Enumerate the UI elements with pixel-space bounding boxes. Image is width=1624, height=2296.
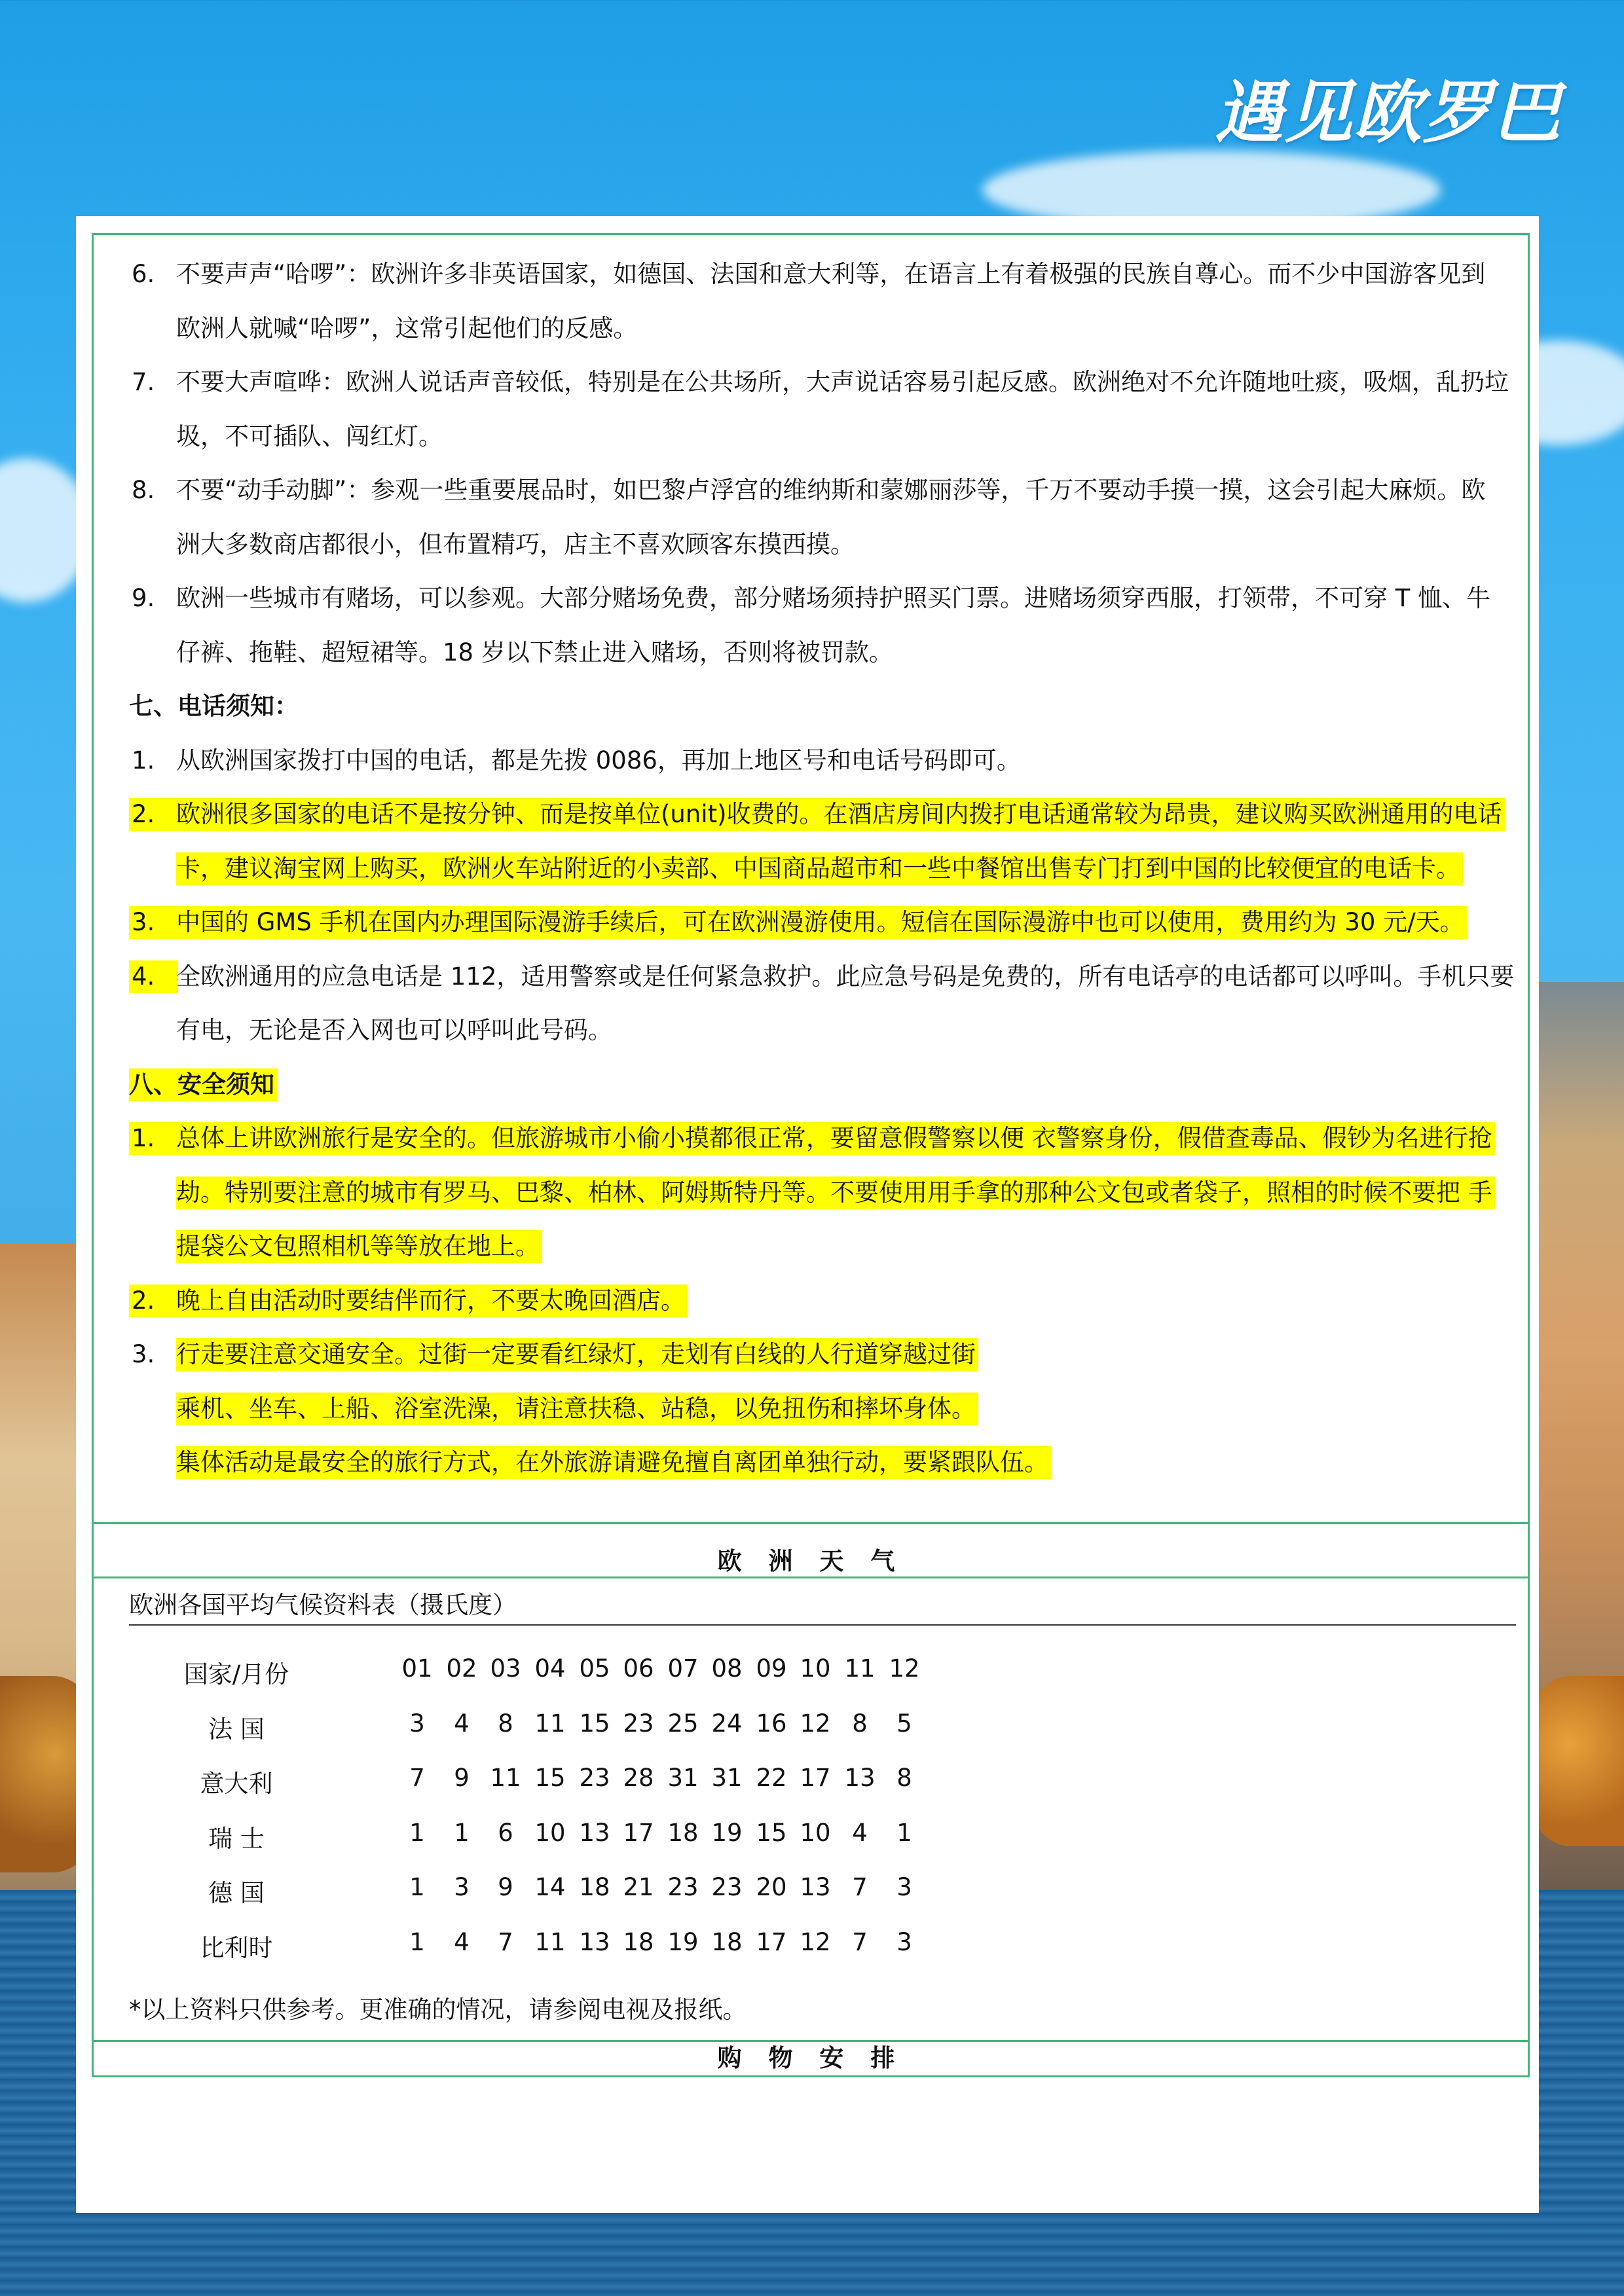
table-cell: 1 [896, 1818, 912, 1847]
text-line [94, 248, 1528, 302]
table-cell: 18 [667, 1818, 699, 1847]
table-row [94, 1753, 1528, 1808]
text-line [94, 572, 1528, 627]
line-text: 欧洲很多国家的电话不是按分钟、而是按单位(unit)收费的。在酒店房间内拨打电话通常较为昂贵，建议购买欧洲通用的电话 [176, 798, 1505, 831]
text-line [94, 1436, 1528, 1491]
table-cell: 10 [800, 1654, 831, 1683]
section-divider [94, 1522, 1528, 1524]
table-cell: 23 [579, 1764, 610, 1792]
text-line [94, 356, 1528, 410]
table-cell: 7 [852, 1873, 868, 1901]
line-text: 仔裤、拖鞋、超短裙等。18 岁以下禁止进入赌场，否则将被罚款。 [176, 638, 893, 666]
line-text: 不要声声“哈啰”：欧洲许多非英语国家，如德国、法国和意大利等，在语言上有着极强的民族自尊心。而不少中国游客见到 [176, 260, 1486, 288]
line-text: 不要大声喧哗：欧洲人说话声音较低，特别是在公共场所，大声说话容易引起反感。欧洲绝对不允许随地吐痰，吸烟，乱扔垃 [176, 368, 1509, 396]
table-cell: 18 [711, 1927, 743, 1956]
table-cell: 10 [534, 1818, 566, 1847]
line-text: 晚上自由活动时要结伴而行，不要太晚回酒店。 [176, 1285, 688, 1317]
table-cell: 8 [852, 1709, 868, 1738]
table-cell: 8 [498, 1709, 513, 1738]
background-tree-right [1532, 1676, 1624, 1846]
table-cell: 1 [409, 1873, 425, 1901]
table-cell: 3 [896, 1927, 912, 1956]
table-cell: 12 [800, 1927, 831, 1956]
climate-note: *以上资料只供参考。更准确的情况，请参阅电视及报纸。 [129, 1995, 747, 2024]
line-text: 行走要注意交通安全。过街一定要看红绿灯，走划有白线的人行道穿越过街 [176, 1338, 978, 1371]
table-header-row [94, 1644, 1528, 1699]
table-cell: 06 [623, 1654, 654, 1683]
row-label: 瑞 士 [208, 1824, 265, 1853]
table-cell: 31 [667, 1764, 699, 1792]
line-text: 洲大多数商店都很小，但布置精巧，店主不喜欢顾客东摸西摸。 [176, 530, 855, 558]
table-cell: 19 [667, 1927, 699, 1956]
text-line [94, 464, 1528, 519]
section-divider [94, 1576, 1528, 1578]
table-cell: 8 [896, 1764, 912, 1792]
table-row [94, 1699, 1528, 1754]
section-heading [94, 680, 1528, 735]
table-cell: 25 [667, 1709, 699, 1738]
table-cell: 16 [756, 1709, 787, 1738]
table-cell: 12 [800, 1709, 831, 1738]
text-line [94, 1004, 1528, 1059]
table-cell: 12 [889, 1654, 920, 1683]
table-cell: 3 [896, 1873, 912, 1901]
table-cell: 03 [490, 1654, 521, 1683]
table-cell: 4 [454, 1927, 470, 1956]
table-cell: 17 [800, 1764, 831, 1792]
row-label: 德 国 [208, 1879, 265, 1907]
table-cell: 6 [498, 1818, 513, 1847]
table-cell: 14 [534, 1873, 566, 1901]
text-line [94, 951, 1528, 1005]
table-cell: 9 [498, 1873, 513, 1901]
row-label: 意大利 [200, 1770, 273, 1798]
text-line [94, 410, 1528, 465]
table-cell: 4 [852, 1818, 868, 1847]
table-cell: 07 [667, 1654, 699, 1683]
list-number: 2. [129, 1285, 178, 1317]
brand-logo: 遇见欧罗巴 [1215, 72, 1562, 153]
table-cell: 18 [623, 1927, 654, 1956]
text-line [94, 735, 1528, 789]
table-row [94, 1863, 1528, 1918]
text-line [94, 843, 1528, 897]
text-lines [94, 248, 1528, 1491]
line-text: 乘机、坐车、上船、浴室洗澡，请注意扶稳、站稳，以免扭伤和摔坏身体。 [176, 1393, 978, 1425]
list-number: 1. [129, 1122, 178, 1155]
table-cell: 15 [756, 1818, 787, 1847]
line-text: 欧洲一些城市有赌场，可以参观。大部分赌场免费，部分赌场须持护照买门票。进赌场须穿西服，打领带，不可穿 T 恤、牛 [176, 584, 1491, 612]
table-row [94, 1808, 1528, 1863]
content-frame [92, 233, 1530, 2077]
table-cell: 17 [756, 1927, 787, 1956]
table-cell: 31 [711, 1764, 743, 1792]
table-cell: 11 [534, 1709, 566, 1738]
table-cell: 15 [534, 1764, 566, 1792]
table-cell: 7 [498, 1927, 513, 1956]
content-card [76, 216, 1539, 2213]
list-number: 4. [129, 960, 178, 993]
table-cell: 01 [401, 1654, 433, 1683]
text-line [94, 627, 1528, 681]
weather-section-title: 欧 洲 天 气 [717, 1547, 904, 1575]
list-number: 3. [129, 906, 178, 939]
table-cell: 3 [454, 1873, 470, 1901]
text-line [94, 519, 1528, 573]
table-cell: 19 [711, 1818, 743, 1847]
line-text: 从欧洲国家拨打中国的电话，都是先拨 0086，再加上地区号和电话号码即可。 [176, 746, 1021, 774]
table-cell: 20 [756, 1873, 787, 1901]
text-line [94, 1112, 1528, 1167]
text-line [94, 1220, 1528, 1275]
list-number: 8. [132, 476, 155, 504]
row-label: 国家/月份 [183, 1660, 289, 1688]
section-heading [94, 1059, 1528, 1113]
text-line [94, 1328, 1528, 1383]
table-cell: 09 [756, 1654, 787, 1683]
text-line [94, 896, 1528, 951]
table-cell: 23 [711, 1873, 743, 1901]
table-cell: 04 [534, 1654, 566, 1683]
row-label: 比利时 [200, 1933, 273, 1962]
table-cell: 15 [579, 1709, 610, 1738]
line-text: 全欧洲通用的应急电话是 112，适用警察或是任何紧急救护。此应急号码是免费的，所有电话亭的电话都可以呼叫。手机只要 [176, 962, 1515, 991]
table-cell: 05 [579, 1654, 610, 1683]
table-cell: 9 [454, 1764, 470, 1792]
shopping-section-title: 购 物 安 排 [717, 2044, 904, 2072]
line-text: 有电，无论是否入网也可以呼叫此号码。 [176, 1016, 612, 1044]
table-cell: 23 [667, 1873, 699, 1901]
list-number: 2. [129, 798, 178, 831]
table-cell: 7 [852, 1927, 868, 1956]
list-number: 7. [132, 368, 155, 396]
table-row [94, 1918, 1528, 1973]
line-text: 提袋公文包照相机等等放在地上。 [176, 1230, 542, 1263]
row-label: 法 国 [208, 1715, 265, 1743]
table-cell: 02 [446, 1654, 477, 1683]
table-cell: 10 [800, 1818, 831, 1847]
table-cell: 22 [756, 1764, 787, 1792]
table-cell: 7 [409, 1764, 425, 1792]
list-number: 3. [132, 1340, 155, 1368]
line-text: 卡，建议淘宝网上购买，欧洲火车站附近的小卖部、中国商品超市和一些中餐馆出售专门打到中国的比较便宜的电话卡。 [176, 852, 1463, 885]
text-line [94, 1167, 1528, 1221]
table-cell: 11 [844, 1654, 876, 1683]
climate-table-rule [129, 1624, 1516, 1626]
table-cell: 3 [409, 1709, 425, 1738]
line-text: 劫。特别要注意的城市有罗马、巴黎、柏林、阿姆斯特丹等。不要使用用手拿的那种公文包或者袋子，照相的时候不要把 手 [176, 1176, 1495, 1209]
table-cell: 23 [623, 1709, 654, 1738]
table-cell: 13 [579, 1818, 610, 1847]
table-cell: 1 [409, 1927, 425, 1956]
text-line [94, 302, 1528, 357]
list-number: 6. [132, 260, 155, 288]
line-text: 圾，不可插队、闯红灯。 [176, 422, 443, 450]
line-text: 总体上讲欧洲旅行是安全的。但旅游城市小偷小摸都很正常，要留意假警察以便 衣警察身份，假借查毒品、假钞为名进行抢 [176, 1122, 1495, 1155]
line-text: 集体活动是最安全的旅行方式，在外旅游请避免擅自离团单独行动，要紧跟队伍。 [176, 1446, 1051, 1479]
table-cell: 13 [800, 1873, 831, 1901]
table-cell: 28 [623, 1764, 654, 1792]
list-number: 9. [132, 584, 155, 612]
line-text: 欧洲人就喊“哈啰”，这常引起他们的反感。 [176, 314, 638, 342]
section-heading-text: 八、安全须知 [129, 1068, 277, 1101]
table-cell: 1 [454, 1818, 470, 1847]
table-cell: 18 [579, 1873, 610, 1901]
list-number: 1. [132, 746, 155, 774]
table-cell: 13 [579, 1927, 610, 1956]
line-text: 不要“动手动脚”：参观一些重要展品时，如巴黎卢浮宫的维纳斯和蒙娜丽莎等，千万不要动手摸一摸，这会引起大麻烦。欧 [176, 476, 1486, 504]
section-heading-text: 七、电话须知： [129, 692, 299, 720]
table-cell: 08 [711, 1654, 743, 1683]
table-cell: 21 [623, 1873, 654, 1901]
table-cell: 17 [623, 1818, 654, 1847]
line-text: 中国的 GMS 手机在国内办理国际漫游手续后，可在欧洲漫游使用。短信在国际漫游中也可以使用，费用约为 30 元/天。 [176, 906, 1467, 939]
table-cell: 11 [490, 1764, 521, 1792]
climate-table [94, 1644, 1528, 1972]
table-cell: 24 [711, 1709, 743, 1738]
table-cell: 11 [534, 1927, 566, 1956]
text-line [94, 1275, 1528, 1329]
table-cell: 13 [844, 1764, 876, 1792]
table-cell: 4 [454, 1709, 470, 1738]
text-line [94, 1383, 1528, 1437]
table-cell: 5 [896, 1709, 912, 1738]
climate-table-caption: 欧洲各国平均气候资料表（摄氏度） [129, 1591, 517, 1619]
text-line [94, 788, 1528, 843]
table-cell: 1 [409, 1818, 425, 1847]
